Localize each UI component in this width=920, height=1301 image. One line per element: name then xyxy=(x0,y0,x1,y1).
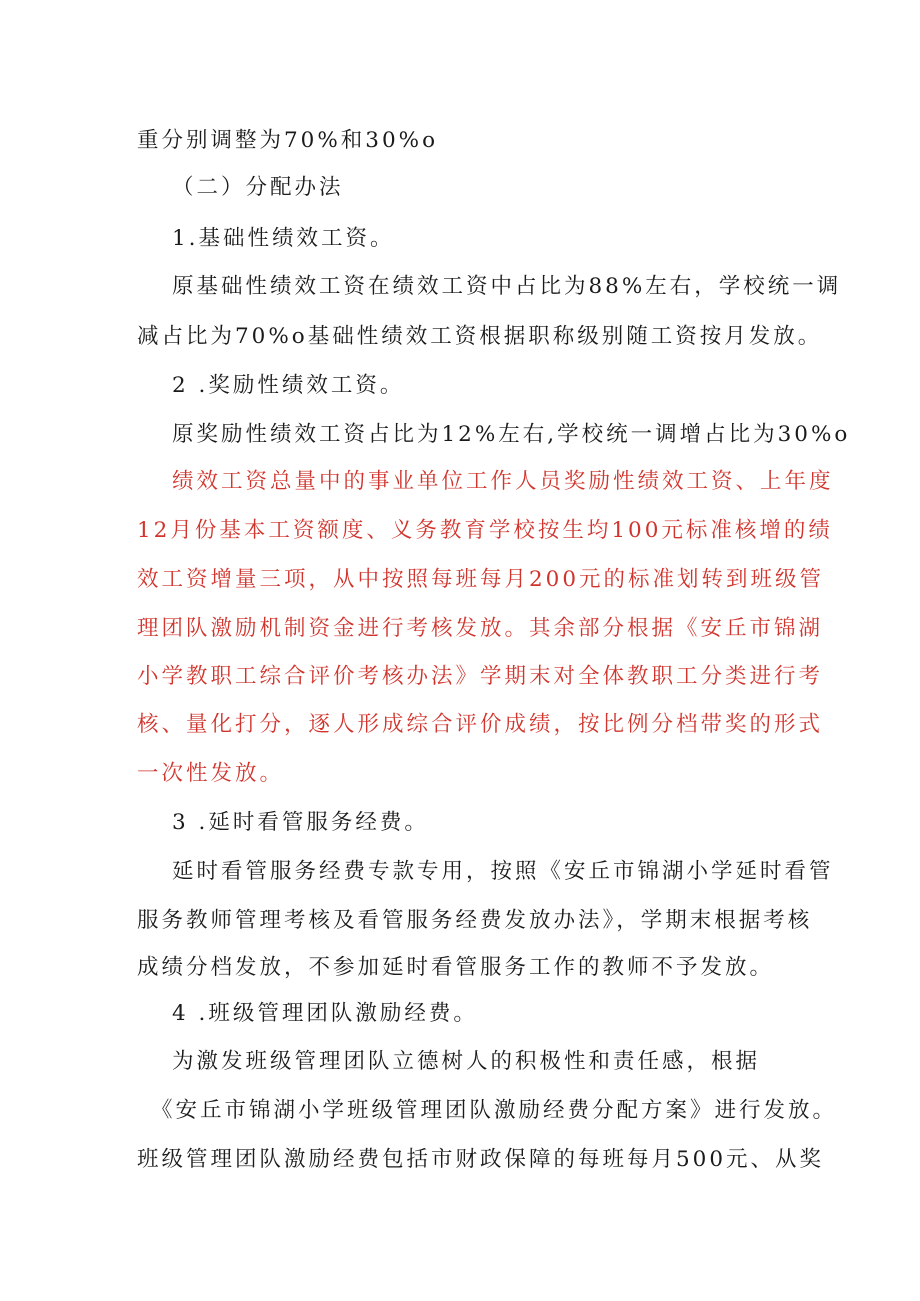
paragraph-line: 原基础性绩效工资在绩效工资中占比为88%左右，学校统一调 xyxy=(172,274,842,299)
paragraph-line: 为激发班级管理团队立德树人的积极性和责任感，根据 xyxy=(172,1049,761,1074)
paragraph-line: 服务教师管理考核及看管服务经费发放办法》，学期末根据考核 xyxy=(137,908,813,933)
paragraph-line: 减占比为70%o基础性绩效工资根据职称级别随工资按月发放。 xyxy=(137,324,823,349)
highlighted-line: 小学教职工综合评价考核办法》学期末对全体教职工分类进行考 xyxy=(137,664,824,689)
highlighted-line: 理团队激励机制资金进行考核发放。其余部分根据《安丘市锦湖 xyxy=(137,616,824,641)
highlighted-line: 绩效工资总量中的事业单位工作人员奖励性绩效工资、上年度 xyxy=(172,469,834,494)
highlighted-line: 效工资增量三项，从中按照每班每月200元的标准划转到班级管 xyxy=(137,567,825,592)
paragraph-line: 成绩分档发放，不参加延时看管服务工作的教师不予发放。 xyxy=(137,955,775,980)
paragraph-line: 重分别调整为70%和30%o xyxy=(137,128,439,153)
subsection-heading: 2 .奖励性绩效工资。 xyxy=(172,373,405,398)
highlighted-line: 核、量化打分，逐人形成综合评价成绩，按比例分档带奖的形式 xyxy=(137,712,824,737)
subsection-heading: 3 .延时看管服务经费。 xyxy=(172,810,429,835)
section-heading: （二）分配办法 xyxy=(172,175,344,200)
paragraph-line: 延时看管服务经费专款专用，按照《安丘市锦湖小学延时看管 xyxy=(172,859,834,884)
highlighted-line: 一次性发放。 xyxy=(137,761,285,786)
paragraph-line: 班级管理团队激励经费包括市财政保障的每班每月500元、从奖 xyxy=(137,1147,825,1172)
paragraph-line: 《安丘市锦湖小学班级管理团队激励经费分配方案》进行发放。 xyxy=(151,1098,838,1123)
subsection-heading: 4 .班级管理团队激励经费。 xyxy=(172,1001,478,1026)
highlighted-line: 12月份基本工资额度、义务教育学校按生均100元标准核增的绩 xyxy=(137,518,833,543)
paragraph-line: 原奖励性绩效工资占比为12%左右,学校统一调增占比为30%o xyxy=(172,422,851,447)
subsection-heading: 1.基础性绩效工资。 xyxy=(172,226,395,251)
